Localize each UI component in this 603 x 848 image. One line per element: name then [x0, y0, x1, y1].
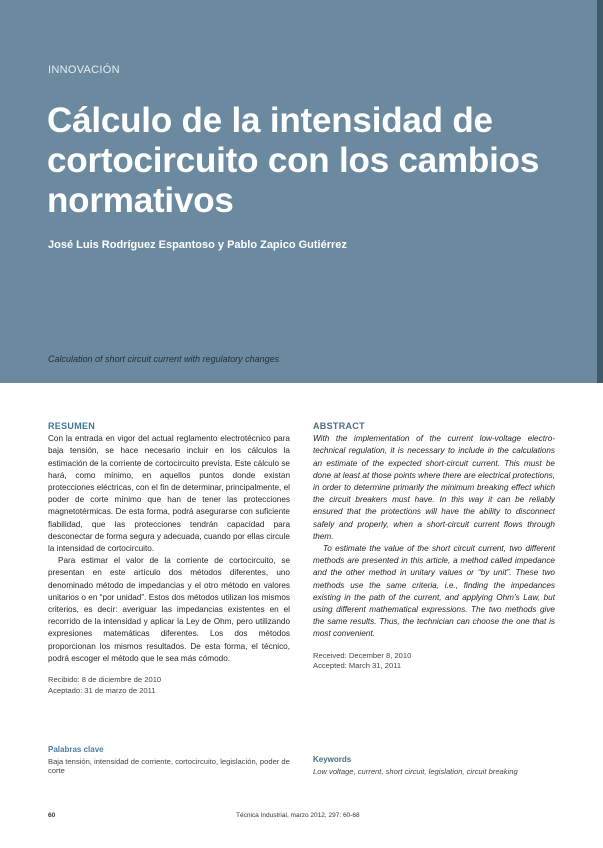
received-date-en: Received: December 8, 2010 — [313, 650, 412, 660]
keywords-es — [48, 745, 290, 776]
keywords-es-text: Baja tensión, intensidad de corriente, cortocircuito, legislación, poder de corte — [48, 756, 290, 776]
authors: José Luis Rodríguez Espantoso y Pablo Zapico Gutiérrez — [48, 239, 347, 251]
abstract-column — [313, 420, 555, 672]
received-date: Recibido: 8 de diciembre de 2010 — [48, 675, 162, 685]
abstract-dates — [313, 651, 555, 672]
accepted-date: Aceptado: 31 de marzo de 2011 — [48, 685, 156, 695]
resumen-paragraph: Con la entrada en vigor del actual reglamento electrotécnico para baja tensión, se hace necesario incluir en los cálculos la estimación de la corriente de cortocircuito prevista. Este cálculo se hará, como mínimo, en aquellos puntos donde existan protecciones eléctricas, con el fin de determinar, principalmente, el poder de corte mínimo que han de tener las protecciones magnetotérmicas. De esta forma, podrá asegurarse con suficiente fiabilidad, que las protecciones tendrán capacidad para desconectar de forma segura y adecuada, cuando por ellas circule la intensidad de cortocircuito. — [48, 434, 290, 554]
accepted-date-en: Accepted: March 31, 2011 — [313, 661, 402, 671]
header-edge — [597, 0, 603, 383]
keywords-en-heading: Keywords — [313, 755, 352, 764]
resumen-column — [48, 420, 290, 696]
journal-citation: Técnica Industrial, marzo 2012, 297: 60-68 — [236, 812, 360, 819]
keywords-en — [313, 755, 555, 776]
english-title: Calculation of short circuit current with regulatory changes — [48, 354, 280, 364]
resumen-paragraph: Para estimar el valor de la corriente de cortocircuito, se presentan en este artículo dos métodos diferentes, uno denominado método de impedancias y el otro método en valores unitarios o en “por unidad”. Estos dos métodos utilizan los mismos criterios, es decir: averiguar las impedancias existentes en el recorrido de la intensidad y aplicar la Ley de Ohm, pero utilizando expresiones matemáticas diferentes. Los dos métodos proporcionan los mismos resultados. De esta forma, el técnico, podrá escoger el método que le sea más cómodo. — [48, 556, 290, 663]
abstract-paragraph: To estimate the value of the short circuit current, two different methods are presented in this article, a method called impedance and the other method in unitary values or “by unit”. These two methods use the same criteria, i.e., finding the impedances existing in the path of the current, and applying Ohm’s Law, but using different mathematical expressions. The two methods give the same results. Thus, the technician can choose the one that is most convenient. — [313, 544, 555, 639]
resumen-dates — [48, 675, 290, 696]
page-number: 60 — [48, 812, 56, 819]
article-title: Cálculo de la intensidad de cortocircuito con los cambios normativos — [47, 101, 540, 220]
header-band — [0, 0, 597, 383]
abstract-heading: ABSTRACT — [313, 421, 365, 431]
resumen-heading: RESUMEN — [48, 421, 96, 431]
keywords-en-text: Low voltage, current, short circuit, legislation, circuit breaking — [313, 766, 518, 776]
keywords-es-heading: Palabras clave — [48, 745, 104, 754]
abstract-paragraph: With the implementation of the current low-voltage electro-technical regulation, it is necessary to include in the calculations an estimate of the expected short-circuit current. This must be done at least at those points where there are electrical protections, in order to determine primarily the minimum breaking effect which the circuit breakers must have. In this way it can be reliably ensured that the protections will have the ability to disconnect safely and properly, when a short-circuit current flows through them. — [313, 434, 555, 541]
section-label: INNOVACIÓN — [48, 64, 120, 76]
